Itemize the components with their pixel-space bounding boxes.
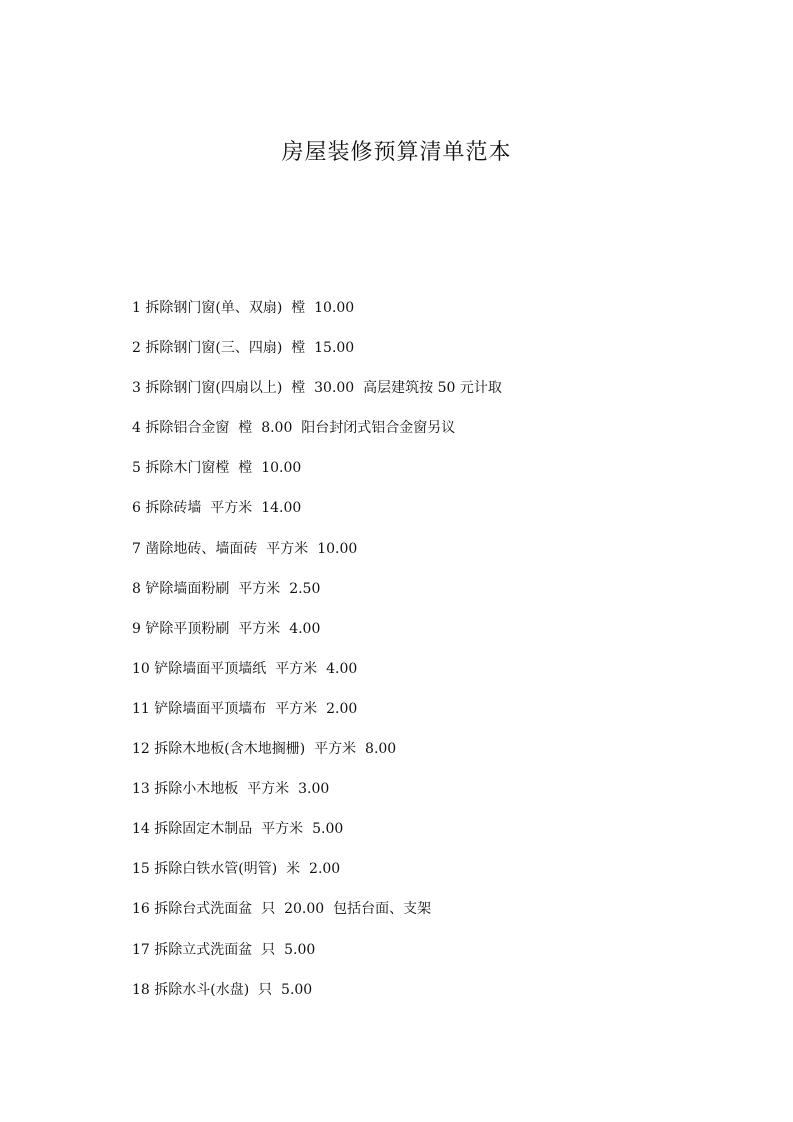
item-name: 拆除台式洗面盆 [154,901,253,918]
list-item [132,897,502,937]
item-unit: 只 [261,901,276,918]
item-name: 拆除木地板(含木地搁栅) [154,741,306,758]
list-item [132,336,502,376]
item-unit: 平方米 [238,580,281,597]
item-name: 拆除钢门窗(单、双扇) [145,300,283,316]
list-item [132,496,502,536]
item-no: 3 [132,380,141,397]
list-item [132,296,502,336]
item-unit: 樘 [238,460,253,477]
item-no: 17 [132,941,150,958]
item-name: 拆除白铁水管(明管) [154,861,278,878]
item-unit: 平方米 [210,500,253,517]
item-price: 2.00 [326,700,358,717]
item-name: 拆除铝合金窗 [145,420,230,437]
item-unit: 平方米 [314,741,357,758]
item-unit: 樘 [238,420,253,437]
item-name: 铲除平顶粉刷 [145,620,230,637]
item-unit: 平方米 [238,620,281,637]
list-item [132,617,502,657]
item-unit: 樘 [291,380,306,397]
item-no: 4 [132,420,141,437]
item-unit: 平方米 [266,540,309,557]
list-item [132,978,502,1018]
item-name: 拆除固定木制品 [154,821,253,838]
list-item [132,537,502,577]
item-price: 5.00 [312,821,344,838]
item-no: 6 [132,500,141,517]
item-unit: 平方米 [261,821,304,838]
item-no: 14 [132,821,150,838]
item-name: 凿除地砖、墙面砖 [145,540,258,557]
item-unit: 樘 [291,300,306,316]
item-unit: 只 [261,941,276,958]
item-no: 12 [132,741,150,758]
item-price: 14.00 [261,500,302,517]
item-price: 20.00 [284,901,325,918]
item-price: 4.00 [289,620,321,637]
item-unit: 平方米 [275,660,318,677]
list-item [132,577,502,617]
list-item [132,657,502,697]
item-price: 10.00 [317,540,358,557]
item-price: 8.00 [365,741,397,758]
item-note: 阳台封闭式铝合金窗另议 [301,420,456,437]
item-no: 10 [132,660,150,677]
item-price: 5.00 [284,941,316,958]
list-item [132,697,502,737]
list-item [132,857,502,897]
item-name: 拆除钢门窗(三、四扇) [145,340,283,357]
list-item [132,777,502,817]
list-item [132,817,502,857]
item-unit: 樘 [291,340,306,357]
item-price: 4.00 [326,660,358,677]
item-price: 5.00 [281,981,313,998]
item-name: 拆除立式洗面盆 [154,941,253,958]
item-no: 13 [132,781,150,798]
item-no: 15 [132,861,150,878]
item-price: 2.00 [309,861,341,878]
list-item [132,376,502,416]
item-no: 18 [132,981,150,998]
item-name: 拆除砖墙 [145,500,202,517]
item-no: 11 [132,700,150,717]
item-name: 拆除钢门窗(四扇以上) [145,380,283,397]
item-no: 8 [132,580,141,597]
item-no: 9 [132,620,141,637]
item-no: 5 [132,460,141,477]
item-price: 10.00 [314,300,355,316]
item-no: 16 [132,901,150,918]
item-unit: 只 [258,981,273,998]
item-price: 8.00 [261,420,293,437]
list-item [132,938,502,978]
item-price: 15.00 [314,340,355,357]
item-no: 7 [132,540,141,557]
item-list [132,296,502,1018]
item-note: 包括台面、支架 [333,901,432,918]
item-note: 高层建筑按 50 元计取 [363,380,502,397]
item-no: 2 [132,340,141,357]
item-price: 30.00 [314,380,355,397]
item-name: 拆除木门窗樘 [145,460,230,477]
item-name: 铲除墙面粉刷 [145,580,230,597]
item-price: 10.00 [261,460,302,477]
list-item [132,456,502,496]
item-name: 拆除小木地板 [154,781,239,798]
item-name: 铲除墙面平顶墙纸 [154,660,267,677]
item-price: 3.00 [298,781,330,798]
item-name: 拆除水斗(水盘) [154,981,250,998]
item-name: 铲除墙面平顶墙布 [154,700,267,717]
item-no: 1 [132,300,141,316]
page-title: 房屋装修预算清单范本 [281,140,512,165]
item-unit: 平方米 [247,781,290,798]
list-item [132,737,502,777]
item-unit: 平方米 [275,700,318,717]
list-item [132,416,502,456]
item-unit: 米 [286,861,301,878]
item-price: 2.50 [289,580,321,597]
